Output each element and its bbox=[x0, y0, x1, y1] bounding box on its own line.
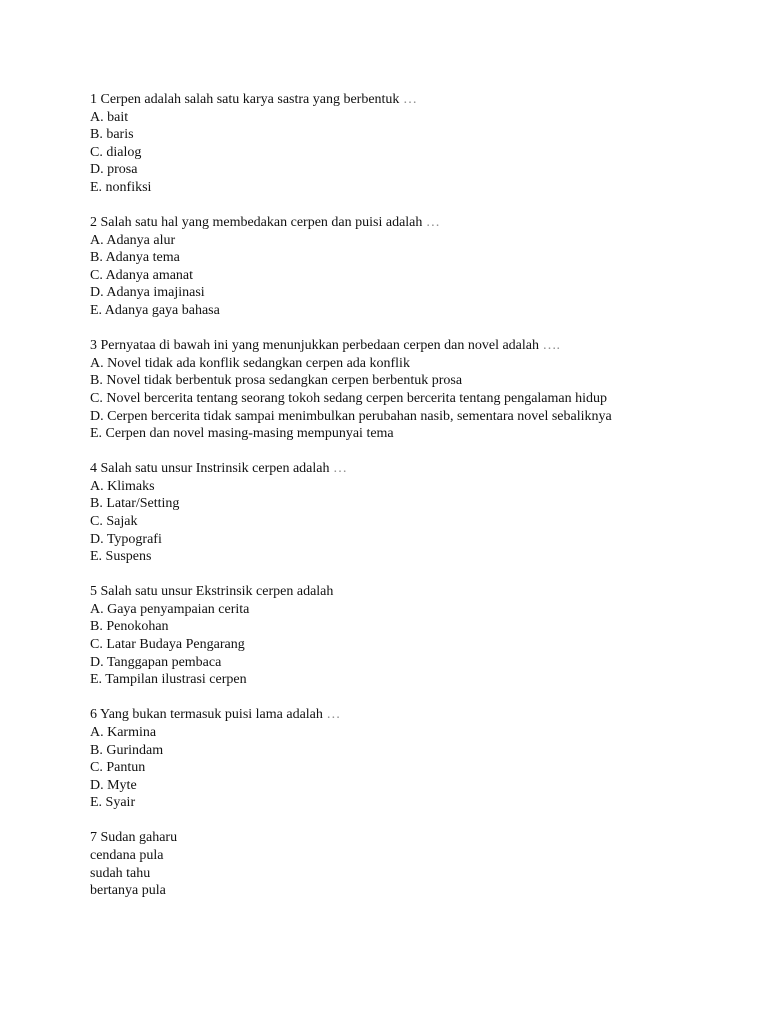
answer-option: E. Suspens bbox=[90, 549, 152, 565]
answer-option: A. bait bbox=[90, 109, 129, 125]
question-stem bbox=[90, 214, 730, 232]
answer-option: A. Novel tidak ada konflik sedangkan cerpen ada konflik bbox=[90, 355, 410, 371]
poem-line: sudah tahu bbox=[90, 865, 151, 881]
answer-option: D. prosa bbox=[90, 162, 138, 178]
answer-option: E. Adanya gaya bahasa bbox=[90, 303, 220, 319]
answer-option: D. Typografi bbox=[90, 531, 162, 547]
stem-ellipsis: … bbox=[326, 707, 341, 723]
stem-text: 3 Pernyataa di bawah ini yang menunjukkan perbedaan cerpen dan novel adalah bbox=[90, 338, 539, 354]
answer-option: C. Pantun bbox=[90, 760, 146, 776]
stem-ellipsis: … bbox=[333, 461, 347, 477]
question-1 bbox=[90, 91, 730, 197]
answer-option: A. Klimaks bbox=[90, 478, 155, 494]
question-3 bbox=[90, 337, 730, 443]
stem-text: 1 Cerpen adalah salah satu karya sastra yang berbentuk bbox=[90, 92, 400, 107]
stem-ellipsis: … bbox=[402, 92, 417, 107]
answer-option: C. Novel bercerita tentang seorang tokoh sedang cerpen bercerita tentang pengalaman hidup bbox=[90, 390, 608, 406]
answer-option: B. Penokohan bbox=[90, 619, 169, 635]
answer-option: A. Gaya penyampaian cerita bbox=[90, 601, 250, 617]
answer-option: B. Latar/Setting bbox=[90, 496, 180, 512]
question-5 bbox=[90, 583, 730, 689]
answer-option: C. Latar Budaya Pengarang bbox=[90, 637, 245, 653]
stem-text: 2 Salah satu hal yang membedakan cerpen dan puisi adalah bbox=[90, 215, 423, 231]
stem-text: 5 Salah satu unsur Ekstrinsik cerpen adalah bbox=[90, 584, 334, 600]
question-6 bbox=[90, 706, 730, 812]
answer-option: B. Gurindam bbox=[90, 742, 164, 758]
answer-option: A. Adanya alur bbox=[90, 232, 176, 248]
answer-option: B. Adanya tema bbox=[90, 250, 180, 266]
question-stem bbox=[90, 706, 730, 724]
question-stem bbox=[90, 91, 730, 109]
answer-option: E. nonfiksi bbox=[90, 179, 152, 195]
answer-option: D. Myte bbox=[90, 777, 137, 793]
question-4 bbox=[90, 460, 730, 566]
question-stem bbox=[90, 829, 730, 847]
stem-ellipsis: …. bbox=[542, 338, 560, 354]
question-stem bbox=[90, 460, 730, 478]
answer-option: D. Adanya imajinasi bbox=[90, 285, 205, 301]
question-2 bbox=[90, 214, 730, 320]
answer-option: C. Adanya amanat bbox=[90, 267, 194, 283]
answer-option: E. Cerpen dan novel masing-masing mempunyai tema bbox=[90, 426, 394, 442]
answer-option: B. baris bbox=[90, 127, 134, 143]
stem-text: 7 Sudan gaharu bbox=[90, 830, 178, 846]
question-stem bbox=[90, 337, 730, 355]
stem-ellipsis: … bbox=[425, 215, 440, 231]
answer-option: E. Tampilan ilustrasi cerpen bbox=[90, 672, 247, 688]
answer-option: E. Syair bbox=[90, 795, 136, 811]
poem-line: cendana pula bbox=[90, 847, 164, 863]
question-stem bbox=[90, 583, 730, 601]
question-7 bbox=[90, 829, 730, 899]
answer-option: C. Sajak bbox=[90, 513, 138, 529]
answer-option: D. Tanggapan pembaca bbox=[90, 654, 222, 670]
stem-text: 6 Yang bukan termasuk puisi lama adalah bbox=[90, 707, 323, 723]
document-page bbox=[90, 91, 730, 917]
answer-option: B. Novel tidak berbentuk prosa sedangkan cerpen berbentuk prosa bbox=[90, 373, 463, 389]
stem-text: 4 Salah satu unsur Instrinsik cerpen adalah bbox=[90, 461, 330, 477]
answer-option: A. Karmina bbox=[90, 724, 157, 740]
answer-option: D. Cerpen bercerita tidak sampai menimbulkan perubahan nasib, sementara novel sebaliknya bbox=[90, 408, 612, 424]
answer-option: C. dialog bbox=[90, 144, 142, 160]
poem-line: bertanya pula bbox=[90, 883, 166, 899]
